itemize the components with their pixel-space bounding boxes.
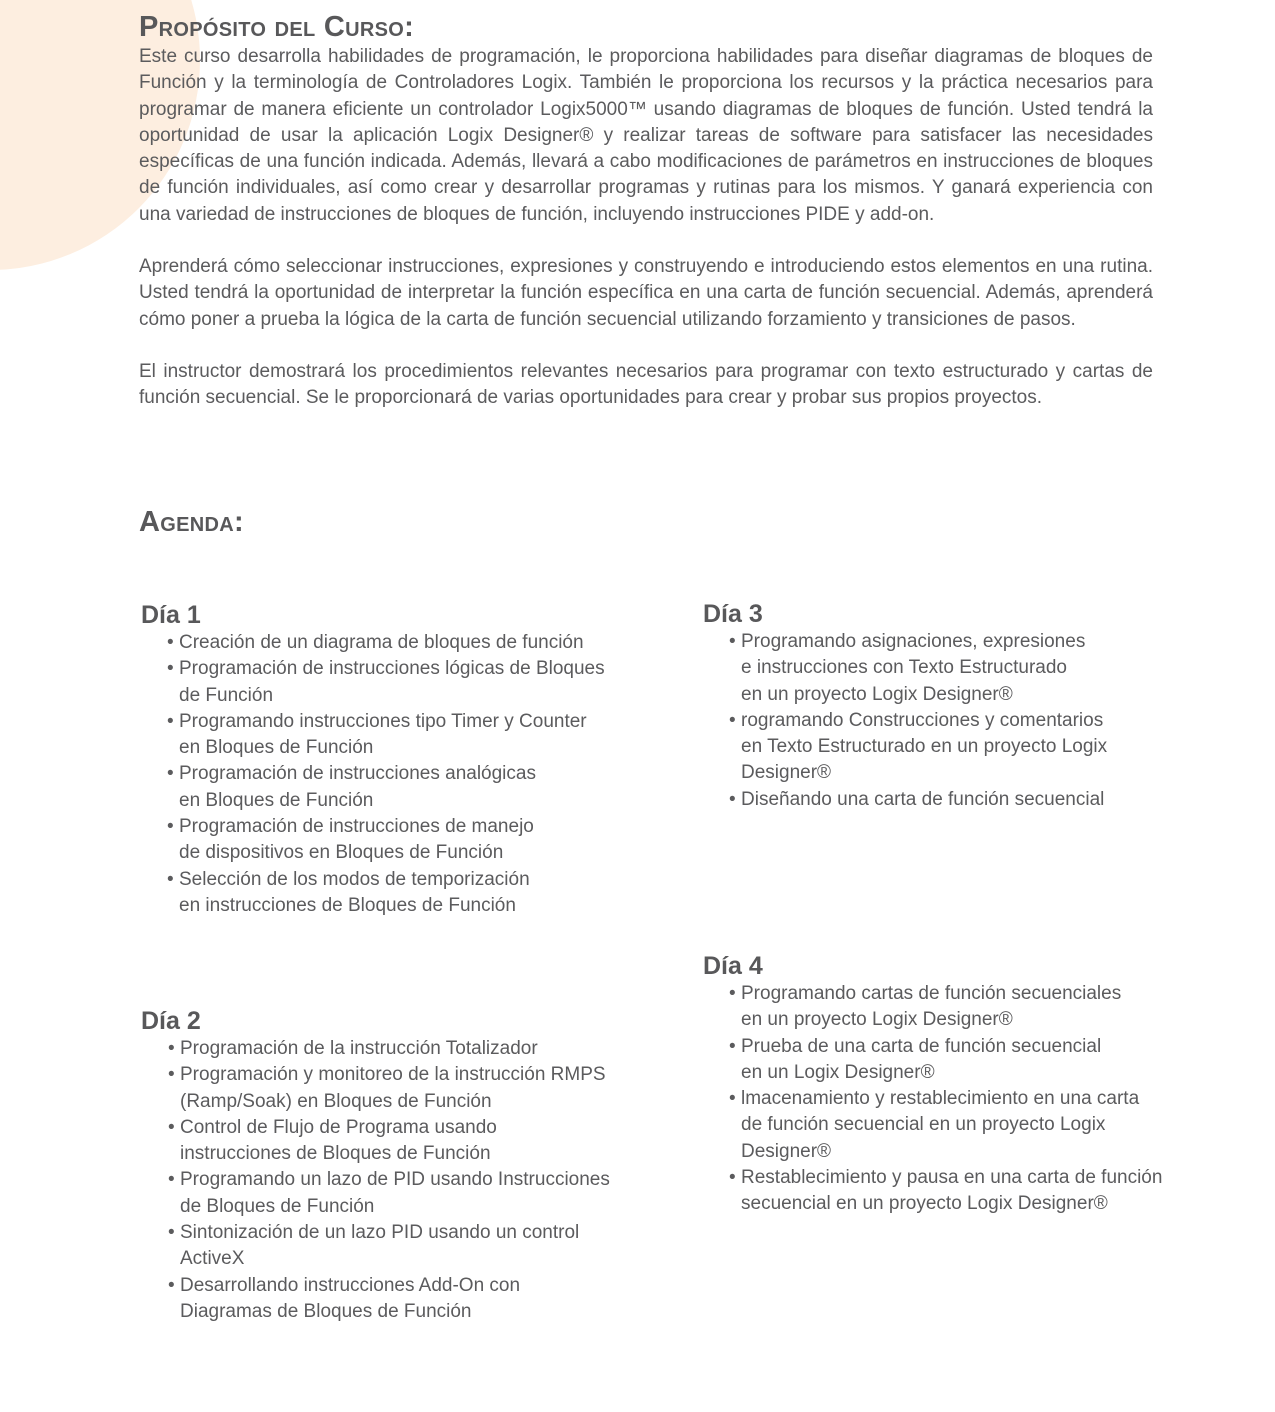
bullet-icon: • [167, 632, 174, 653]
item-text: Restablecimiento y pausa en una carta de función secuencial en un proyecto Logix Designer® [741, 1167, 1163, 1215]
bullet-icon: • [167, 816, 174, 838]
purpose-paragraph-3: El instructor demostrará los procedimientos relevantes necesarios para programar con texto estructurado y cartas de función secuencial. Se le proporcionará de varias oportunidades para crear y probar sus propios proyectos. [139, 360, 1153, 409]
item-text: Programación de la instrucción Totalizador [180, 1038, 538, 1059]
bullet-icon: • [729, 983, 736, 1004]
list-item [729, 1086, 1203, 1165]
item-text: Creación de un diagrama de bloques de función [179, 632, 584, 653]
list-item [168, 1220, 661, 1273]
bullet-icon: • [729, 1167, 736, 1189]
bullet-icon: • [167, 763, 174, 785]
bullet-icon: • [167, 658, 174, 680]
list-item [167, 814, 661, 867]
list-item [729, 708, 1183, 787]
agenda-day-3 [703, 599, 1183, 813]
day-items-list [167, 630, 661, 919]
purpose-heading: Propósito del Curso: [139, 11, 415, 43]
day-title: Día 1 [141, 601, 201, 629]
bullet-icon: • [729, 1035, 736, 1057]
item-text: Desarrollando instrucciones Add-On con Diagramas de Bloques de Función [180, 1274, 521, 1322]
list-item [167, 867, 661, 920]
list-item [168, 1167, 661, 1220]
list-item [168, 1036, 661, 1062]
bullet-icon: • [167, 710, 174, 732]
list-item [167, 656, 661, 709]
list-item [729, 1165, 1203, 1218]
item-text: Control de Flujo de Programa usando instrucciones de Bloques de Función [180, 1116, 497, 1165]
item-text: Programación de instrucciones analógicas en Bloques de Función [179, 763, 536, 811]
bullet-icon: • [168, 1169, 175, 1191]
agenda-day-2 [141, 1006, 661, 1325]
bullet-icon: • [729, 631, 736, 652]
item-text: Programación y monitoreo de la instrucción RMPS (Ramp/Soak) en Bloques de Función [180, 1064, 606, 1112]
purpose-paragraph-1: Este curso desarrolla habilidades de programación, le proporciona habilidades para diseñar diagramas de bloques de Función y la terminología de Controladores Logix. También le proporciona los recursos y la práctica necesarios para programar de manera eficiente un controlador Logix5000™ usando diagramas de bloques de función. Usted tendrá la oportunidad de usar la aplicación Logix Designer® y realizar tareas de software para satisfacer las necesidades específicas de una función indicada. Además, llevará a cabo modificaciones de parámetros en instrucciones de bloques de función individuales, así como crear y desarrollar programas y rutinas para los mismos. Y ganará experiencia con una variedad de instrucciones de bloques de función, incluyendo instrucciones PIDE y add-on. [139, 46, 1153, 225]
day-items-list [168, 1036, 661, 1325]
bullet-icon: • [729, 709, 736, 731]
bullet-icon: • [167, 868, 174, 890]
item-text: Programando un lazo de PID usando Instrucciones de Bloques de Función [180, 1169, 610, 1217]
list-item [168, 1062, 661, 1115]
agenda-day-4 [703, 951, 1203, 1218]
day-items-list [729, 981, 1203, 1218]
list-item [729, 981, 1203, 1034]
item-text: Programación de instrucciones lógicas de Bloques de Función [179, 658, 605, 706]
course-purpose-section [139, 10, 1153, 412]
item-text: Diseñando una carta de función secuencial [741, 788, 1105, 810]
agenda-day-1 [141, 600, 661, 919]
day-title: Día 4 [703, 952, 763, 980]
item-text: Prueba de una carta de función secuencial en un Logix Designer® [741, 1035, 1102, 1083]
bullet-icon: • [168, 1064, 175, 1086]
bullet-icon: • [168, 1116, 175, 1138]
day-items-list [729, 629, 1183, 813]
list-item [168, 1273, 661, 1326]
bullet-icon: • [168, 1274, 175, 1296]
item-text: Programación de instrucciones de manejo de dispositivos en Bloques de Función [179, 816, 534, 864]
item-text: Sintonización de un lazo PID usando un control ActiveX [180, 1222, 580, 1270]
list-item [167, 709, 661, 762]
list-item [729, 787, 1183, 813]
list-item [729, 629, 1183, 708]
purpose-paragraph-2: Aprenderá cómo seleccionar instrucciones, expresiones y construyendo e introduciendo estos elementos en una rutina. Usted tendrá la oportunidad de interpretar la función específica en una carta de función secuencial. Además, aprenderá cómo poner a prueba la lógica de la carta de función secuencial utilizando forzamiento y transiciones de pasos. [139, 256, 1153, 330]
agenda-heading: Agenda: [139, 506, 244, 538]
item-text: rogramando Construcciones y comentarios en Texto Estructurado en un proyecto Logix Designer® [741, 709, 1108, 784]
bullet-icon: • [729, 1088, 736, 1110]
day-title: Día 3 [703, 600, 763, 628]
item-text: Selección de los modos de temporización en instrucciones de Bloques de Función [179, 868, 530, 916]
bullet-icon: • [168, 1222, 175, 1244]
item-text: Programando cartas de función secuenciales en un proyecto Logix Designer® [741, 983, 1122, 1031]
list-item [167, 761, 661, 814]
list-item [729, 1034, 1203, 1087]
list-item [167, 630, 661, 656]
day-title: Día 2 [141, 1007, 201, 1035]
item-text: lmacenamiento y restablecimiento en una carta de función secuencial en un proyecto Logix Designer® [741, 1088, 1140, 1162]
item-text: Programando asignaciones, expresiones e instrucciones con Texto Estructurado en un proyecto Logix Designer® [741, 631, 1086, 705]
item-text: Programando instrucciones tipo Timer y Counter en Bloques de Función [179, 710, 587, 759]
bullet-icon: • [729, 788, 736, 810]
list-item [168, 1115, 661, 1168]
bullet-icon: • [168, 1038, 175, 1059]
